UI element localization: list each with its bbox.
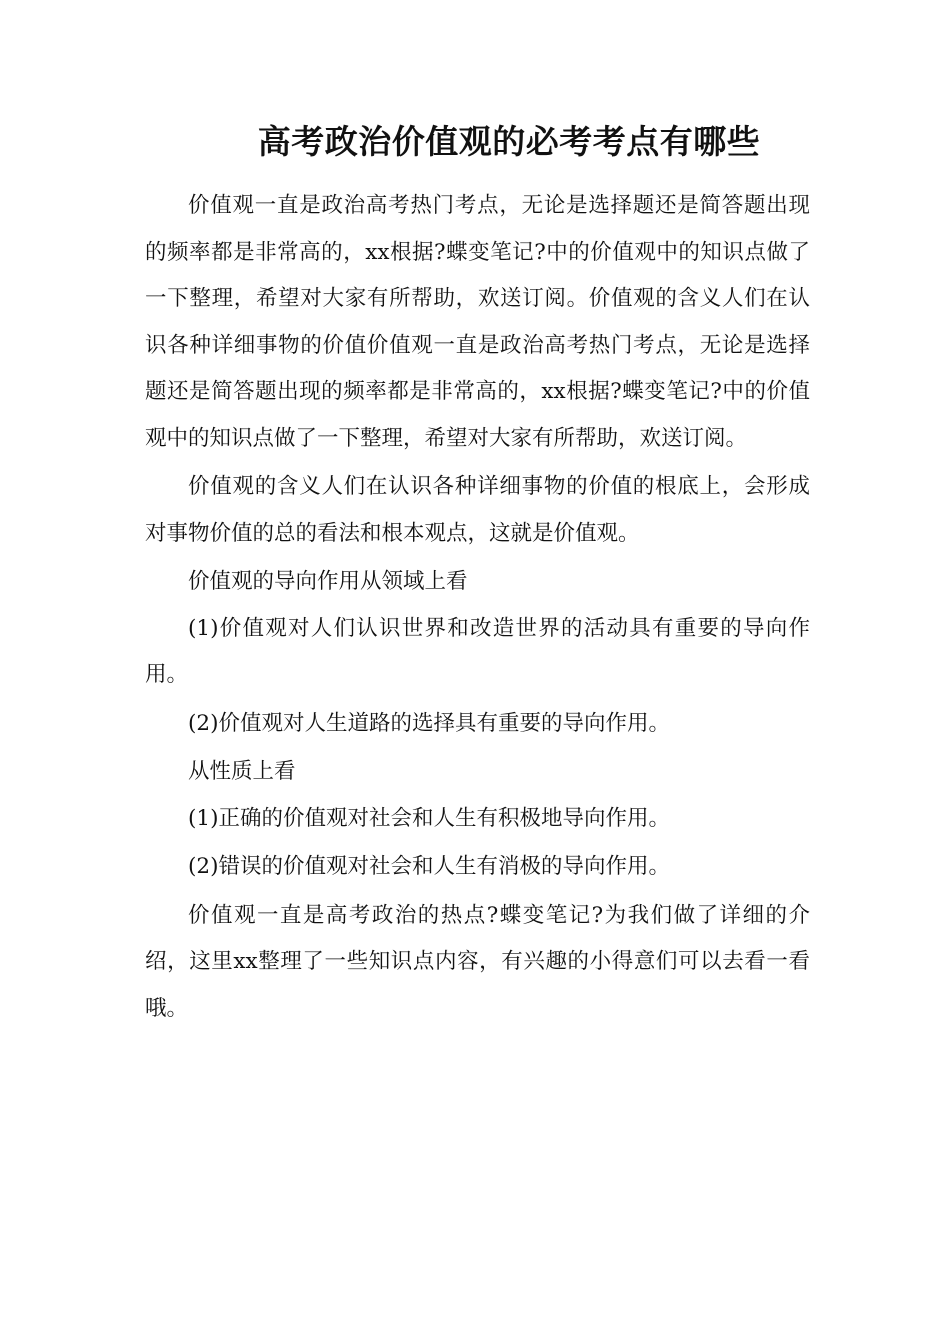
document-title: 高考政治价值观的必考考点有哪些 — [257, 122, 761, 161]
paragraph-intro: 价值观一直是政治高考热门考点，无论是选择题还是简答题出现的频率都是非常高的，xx根据?蝶变笔记?中的价值观中的知识点做了一下整理，希望对大家有所帮助，欢送订阅。价值观的含义人们在认识各种详细事物的价值价值观一直是政治高考热门考点，无论是选择题还是简答题出现的频率都是非常高的，xx根据?蝶变笔记?中的价值观中的知识点做了一下整理，希望对大家有所帮助，欢送订阅。 — [145, 193, 810, 451]
paragraph-conclusion: 价值观一直是高考政治的热点?蝶变笔记?为我们做了详细的介绍，这里xx整理了一些知识点内容，有兴趣的小得意们可以去看一看哦。 — [145, 902, 810, 1021]
paragraph-nature-point-2: (2)错误的价值观对社会和人生有消极的导向作用。 — [188, 854, 670, 879]
paragraph-nature-heading: 从性质上看 — [188, 759, 296, 784]
paragraph-domain-heading: 价值观的导向作用从领域上看 — [188, 569, 468, 594]
paragraph-nature-point-1: (1)正确的价值观对社会和人生有积极地导向作用。 — [188, 805, 670, 831]
paragraph-domain-point-2: (2)价值观对人生道路的选择具有重要的导向作用。 — [188, 710, 670, 736]
paragraph-definition: 价值观的含义人们在认识各种详细事物的价值的根底上，会形成对事物价值的总的看法和根本观点，这就是价值观。 — [145, 474, 810, 546]
document-body — [145, 183, 810, 1034]
paragraph-domain-point-1: (1)价值观对人们认识世界和改造世界的活动具有重要的导向作用。 — [145, 615, 810, 687]
